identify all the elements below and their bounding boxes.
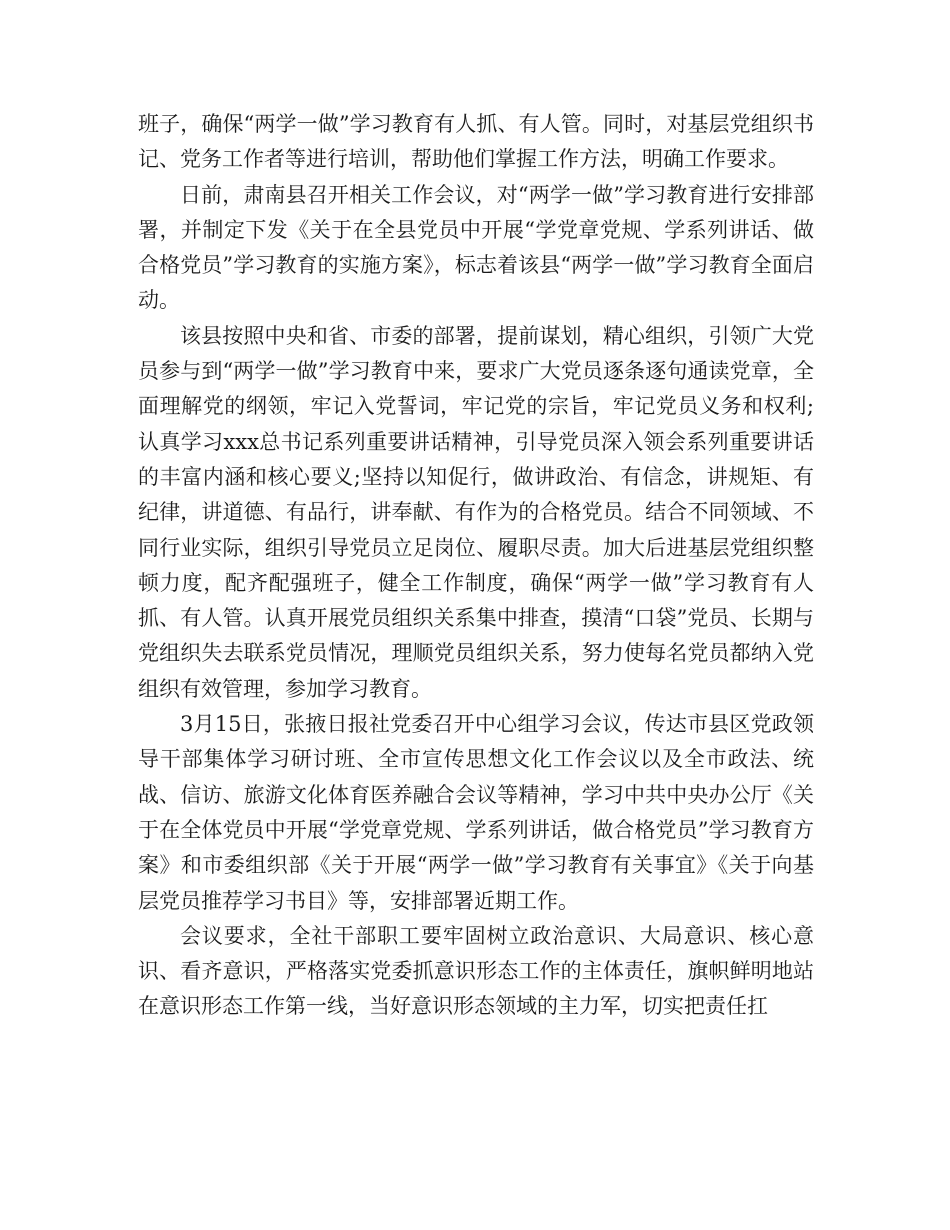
paragraph: 3月15日，张掖日报社党委召开中心组学习会议，传达市县区党政领导干部集体学习研讨班、全市宣传思想文化工作会议以及全市政法、统战、信访、旅游文化体育医养融合会议等精神，学习中共中央办公厅《关于在全体党员中开展“学党章党规、学系列讲话，做合格党员”学习教育方案》和市委组织部《关于开展“两学一做”学习教育有关事宜》《关于向基层党员推荐学习书目》等，安排部署近期工作。 bbox=[138, 712, 814, 913]
document-page bbox=[138, 107, 814, 1025]
paragraph: 班子，确保“两学一做”学习教育有人抓、有人管。同时，对基层党组织书记、党务工作者等进行培训，帮助他们掌握工作方法，明确工作要求。 bbox=[138, 112, 814, 172]
paragraph: 会议要求，全社干部职工要牢固树立政治意识、大局意识、核心意识、看齐意识，严格落实党委抓意识形态工作的主体责任，旗帜鲜明地站在意识形态工作第一线，当好意识形态领域的主力军，切实把责任扛 bbox=[138, 923, 814, 1019]
paragraph: 日前，肃南县召开相关工作会议，对“两学一做”学习教育进行安排部署，并制定下发《关于在全县党员中开展“学党章党规、学系列讲话、做合格党员”学习教育的实施方案》，标志着该县“两学一做”学习教育全面启动。 bbox=[138, 182, 814, 313]
paragraph: 该县按照中央和省、市委的部署，提前谋划，精心组织，引领广大党员参与到“两学一做”学习教育中来，要求广大党员逐条逐句通读党章，全面理解党的纲领，牢记入党誓词，牢记党的宗旨，牢记党员义务和权利;认真学习xxx总书记系列重要讲话精神，引导党员深入领会系列重要讲话的丰富内涵和核心要义;坚持以知促行，做讲政治、有信念，讲规矩、有纪律，讲道德、有品行，讲奉献、有作为的合格党员。结合不同领域、不同行业实际，组织引导党员立足岗位、履职尽责。加大后进基层党组织整顿力度，配齐配强班子，健全工作制度，确保“两学一做”学习教育有人抓、有人管。认真开展党员组织关系集中排查，摸清“口袋”党员、长期与党组织失去联系党员情况，理顺党员组织关系，努力使每名党员都纳入党组织有效管理，参加学习教育。 bbox=[138, 323, 814, 701]
